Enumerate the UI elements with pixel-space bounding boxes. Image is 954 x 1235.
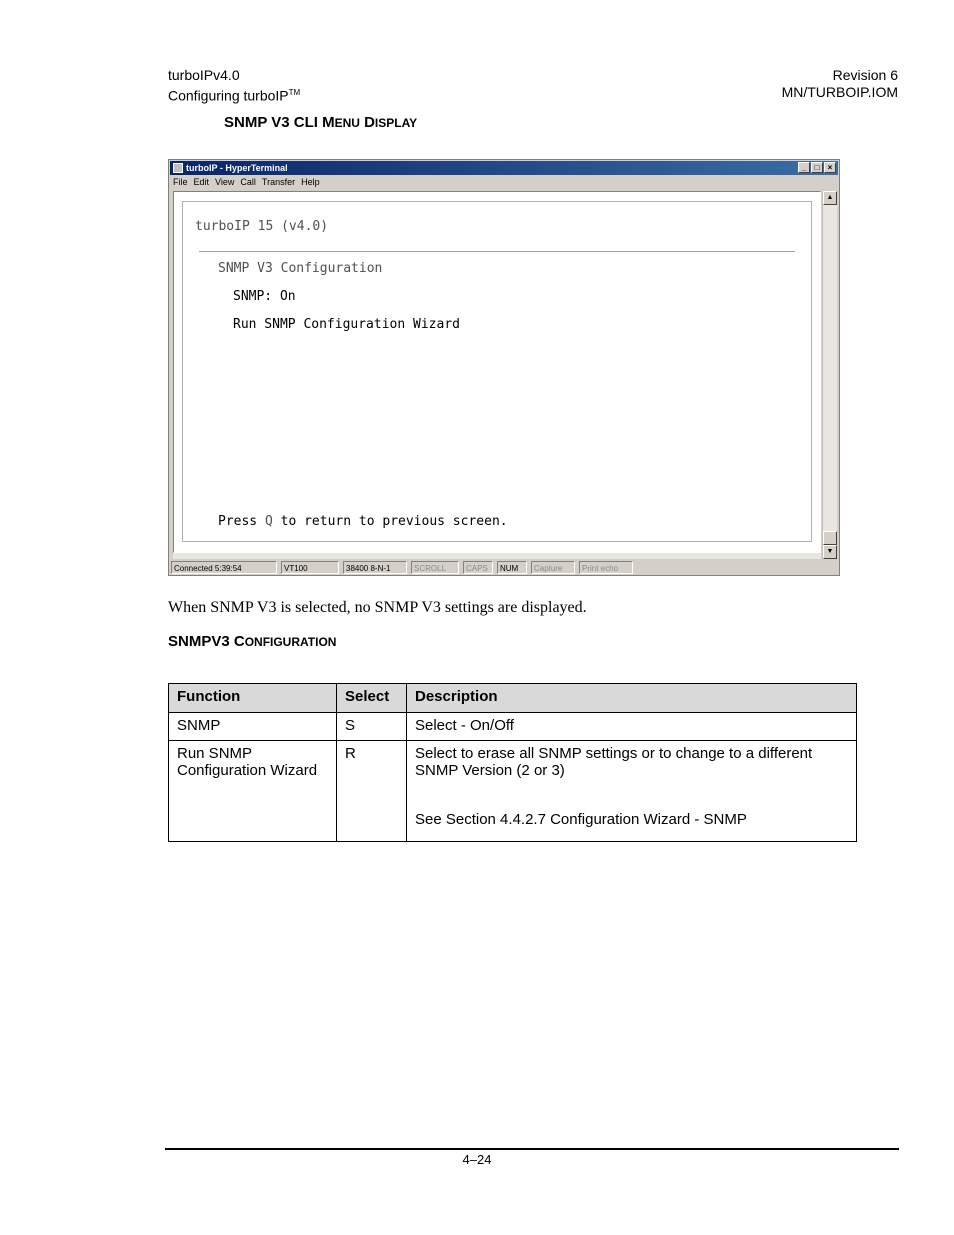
scroll-down-icon[interactable]: ▼ [823, 545, 837, 559]
terminal-heading: turboIP 15 (v4.0) [195, 219, 329, 234]
status-caps: CAPS [463, 561, 493, 574]
vertical-scrollbar[interactable] [822, 191, 837, 559]
col-header-description: Description [407, 684, 857, 713]
trademark: TM [288, 88, 301, 97]
cell-description: Select - On/Off [407, 713, 857, 741]
status-bar [171, 561, 837, 575]
menu-help[interactable]: Help [301, 177, 320, 187]
app-icon [173, 163, 183, 173]
menu-bar [173, 177, 326, 187]
terminal-footer-prompt: Press Q to return to previous screen. [218, 514, 508, 529]
col-header-function: Function [169, 684, 337, 713]
cell-function: SNMP [169, 713, 337, 741]
terminal-menu-wizard: Run SNMP Configuration Wizard [233, 317, 460, 332]
table-header-row [169, 684, 857, 713]
description-text: Select to erase all SNMP settings or to change to a different SNMP Version (2 or 3) [415, 745, 813, 779]
body-paragraph: When SNMP V3 is selected, no SNMP V3 settings are displayed. [168, 599, 587, 616]
scroll-up-icon[interactable]: ▲ [823, 191, 837, 205]
terminal-area[interactable] [173, 191, 821, 553]
status-port: 38400 8-N-1 [343, 561, 407, 574]
page-number: 4–24 [462, 1152, 492, 1167]
cell-select: R [337, 741, 407, 842]
col-header-select: Select [337, 684, 407, 713]
horizontal-scrollbar[interactable] [173, 553, 821, 559]
status-scroll: SCROLL [411, 561, 459, 574]
status-capture: Capture [531, 561, 575, 574]
config-table [168, 683, 857, 842]
doc-revision: Revision 6 [832, 67, 898, 83]
close-icon[interactable]: × [824, 162, 836, 173]
window-titlebar [170, 161, 838, 175]
menu-view[interactable]: View [215, 177, 235, 187]
maximize-icon[interactable]: □ [811, 162, 823, 173]
status-num: NUM [497, 561, 527, 574]
terminal-divider [199, 251, 795, 252]
cell-select: S [337, 713, 407, 741]
menu-call[interactable]: Call [240, 177, 256, 187]
status-print-echo: Print echo [579, 561, 633, 574]
menu-edit[interactable]: Edit [193, 177, 210, 187]
table-row [169, 741, 857, 842]
terminal-frame [182, 201, 812, 542]
terminal-subheading: SNMP V3 Configuration [218, 261, 383, 276]
menu-transfer[interactable]: Transfer [261, 177, 296, 187]
menu-file[interactable]: File [173, 177, 188, 187]
section-title-configuration: SNMPV3 CONFIGURATION [168, 633, 337, 650]
scroll-thumb[interactable] [823, 531, 837, 545]
terminal-menu-snmp: SNMP: On [233, 289, 296, 304]
section-title-menu-display: SNMP V3 CLI MENU DISPLAY [224, 114, 418, 131]
window-title: turboIP - HyperTerminal [186, 163, 288, 173]
doc-code: MN/TURBOIP.IOM [781, 84, 898, 100]
status-emulation: VT100 [281, 561, 339, 574]
cell-function: Run SNMP Configuration Wizard [169, 741, 337, 842]
minimize-icon[interactable]: _ [798, 162, 810, 173]
doc-chapter: Configuring turboIP™ [168, 87, 301, 104]
header-right [782, 67, 898, 101]
footer-rule [165, 1148, 899, 1150]
cell-description [407, 741, 857, 842]
status-connected: Connected 5:39:54 [171, 561, 277, 574]
doc-title: turboIPv4.0 [168, 67, 240, 83]
hyperterminal-window [168, 159, 840, 576]
header-left [168, 67, 300, 105]
table-row [169, 713, 857, 741]
description-note: See Section 4.4.2.7 Configuration Wizard - SNMP [415, 811, 747, 828]
